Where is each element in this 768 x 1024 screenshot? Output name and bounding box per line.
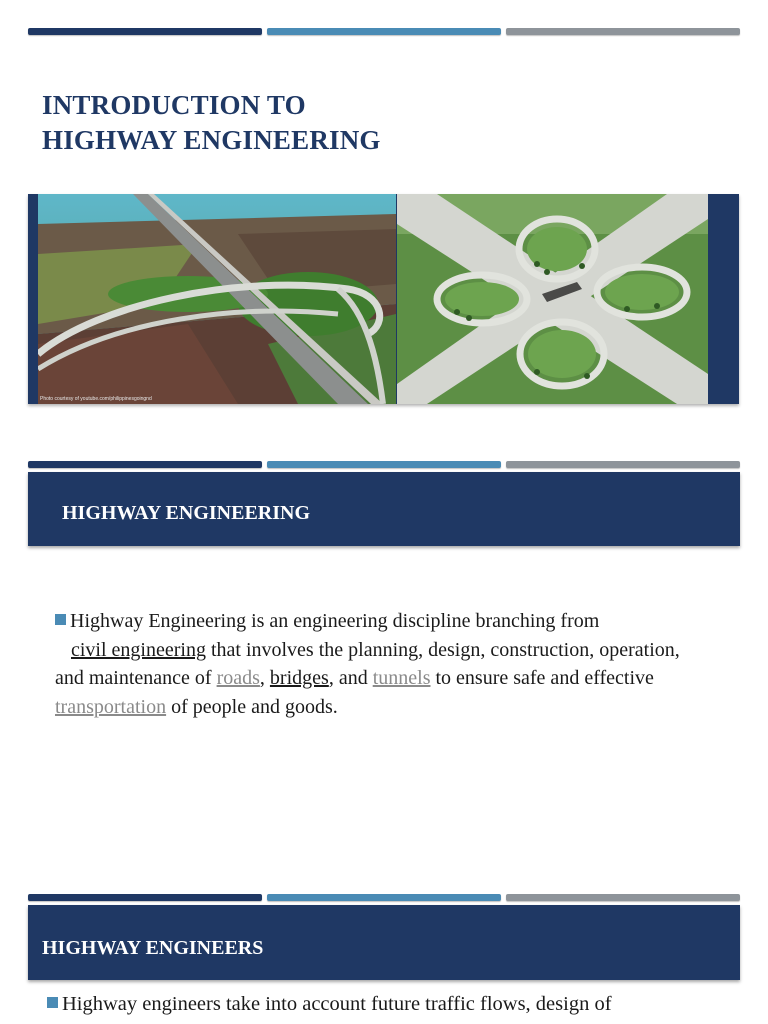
cloverleaf-photo [397, 194, 708, 404]
link-transportation[interactable]: transportation [55, 695, 167, 718]
accent-bar-blue [267, 894, 501, 901]
slide2-paragraph [55, 607, 705, 721]
highway-aerial-photo [38, 194, 396, 404]
para-text-1: Highway Engineering is an engineering discipline branching from [70, 610, 600, 632]
link-bridges[interactable]: bridges [269, 667, 329, 689]
slide2-heading: HIGHWAY ENGINEERING [62, 502, 311, 524]
accent-bar-grey [506, 894, 740, 901]
square-bullet-icon [47, 997, 58, 1008]
slide2-accent-bars [28, 461, 740, 468]
accent-bar-navy [28, 461, 262, 468]
slide2-heading-banner [28, 472, 740, 546]
para-text-5: to ensure safe and effective [430, 667, 654, 689]
slide3-heading-banner [28, 905, 740, 980]
title-line-2: HIGHWAY ENGINEERING [42, 125, 381, 155]
para-text-2: that involves the planning, design, construction, operation, and maintenance of [55, 638, 680, 689]
para-text-4: , and [328, 667, 373, 689]
accent-bar-navy [28, 894, 262, 901]
link-roads[interactable]: roads [216, 667, 260, 689]
square-bullet-icon [55, 614, 66, 625]
para-text-3: , [259, 667, 270, 689]
accent-bar-blue [267, 461, 501, 468]
title-line-1: INTRODUCTION TO [42, 90, 306, 120]
accent-bar-grey [506, 28, 740, 35]
link-tunnels[interactable]: tunnels [372, 667, 431, 689]
photo-credit: Photo courtesy of youtube.com/philippinesgoingnd [40, 396, 152, 402]
slide3-para-text: Highway engineers take into account future traffic flows, design of [62, 993, 612, 1015]
link-civil-engineering[interactable]: civil engineering [71, 638, 206, 661]
highway-photos [28, 194, 739, 404]
accent-bar-navy [28, 28, 262, 35]
para-text-6: of people and goods. [166, 695, 338, 718]
slide1-accent-bars [28, 28, 740, 35]
slide3-paragraph [47, 990, 747, 1019]
slide1-title [42, 88, 381, 158]
slide3-heading: HIGHWAY ENGINEERS [42, 937, 264, 959]
accent-bar-blue [267, 28, 501, 35]
accent-bar-grey [506, 461, 740, 468]
slide3-accent-bars [28, 894, 740, 901]
